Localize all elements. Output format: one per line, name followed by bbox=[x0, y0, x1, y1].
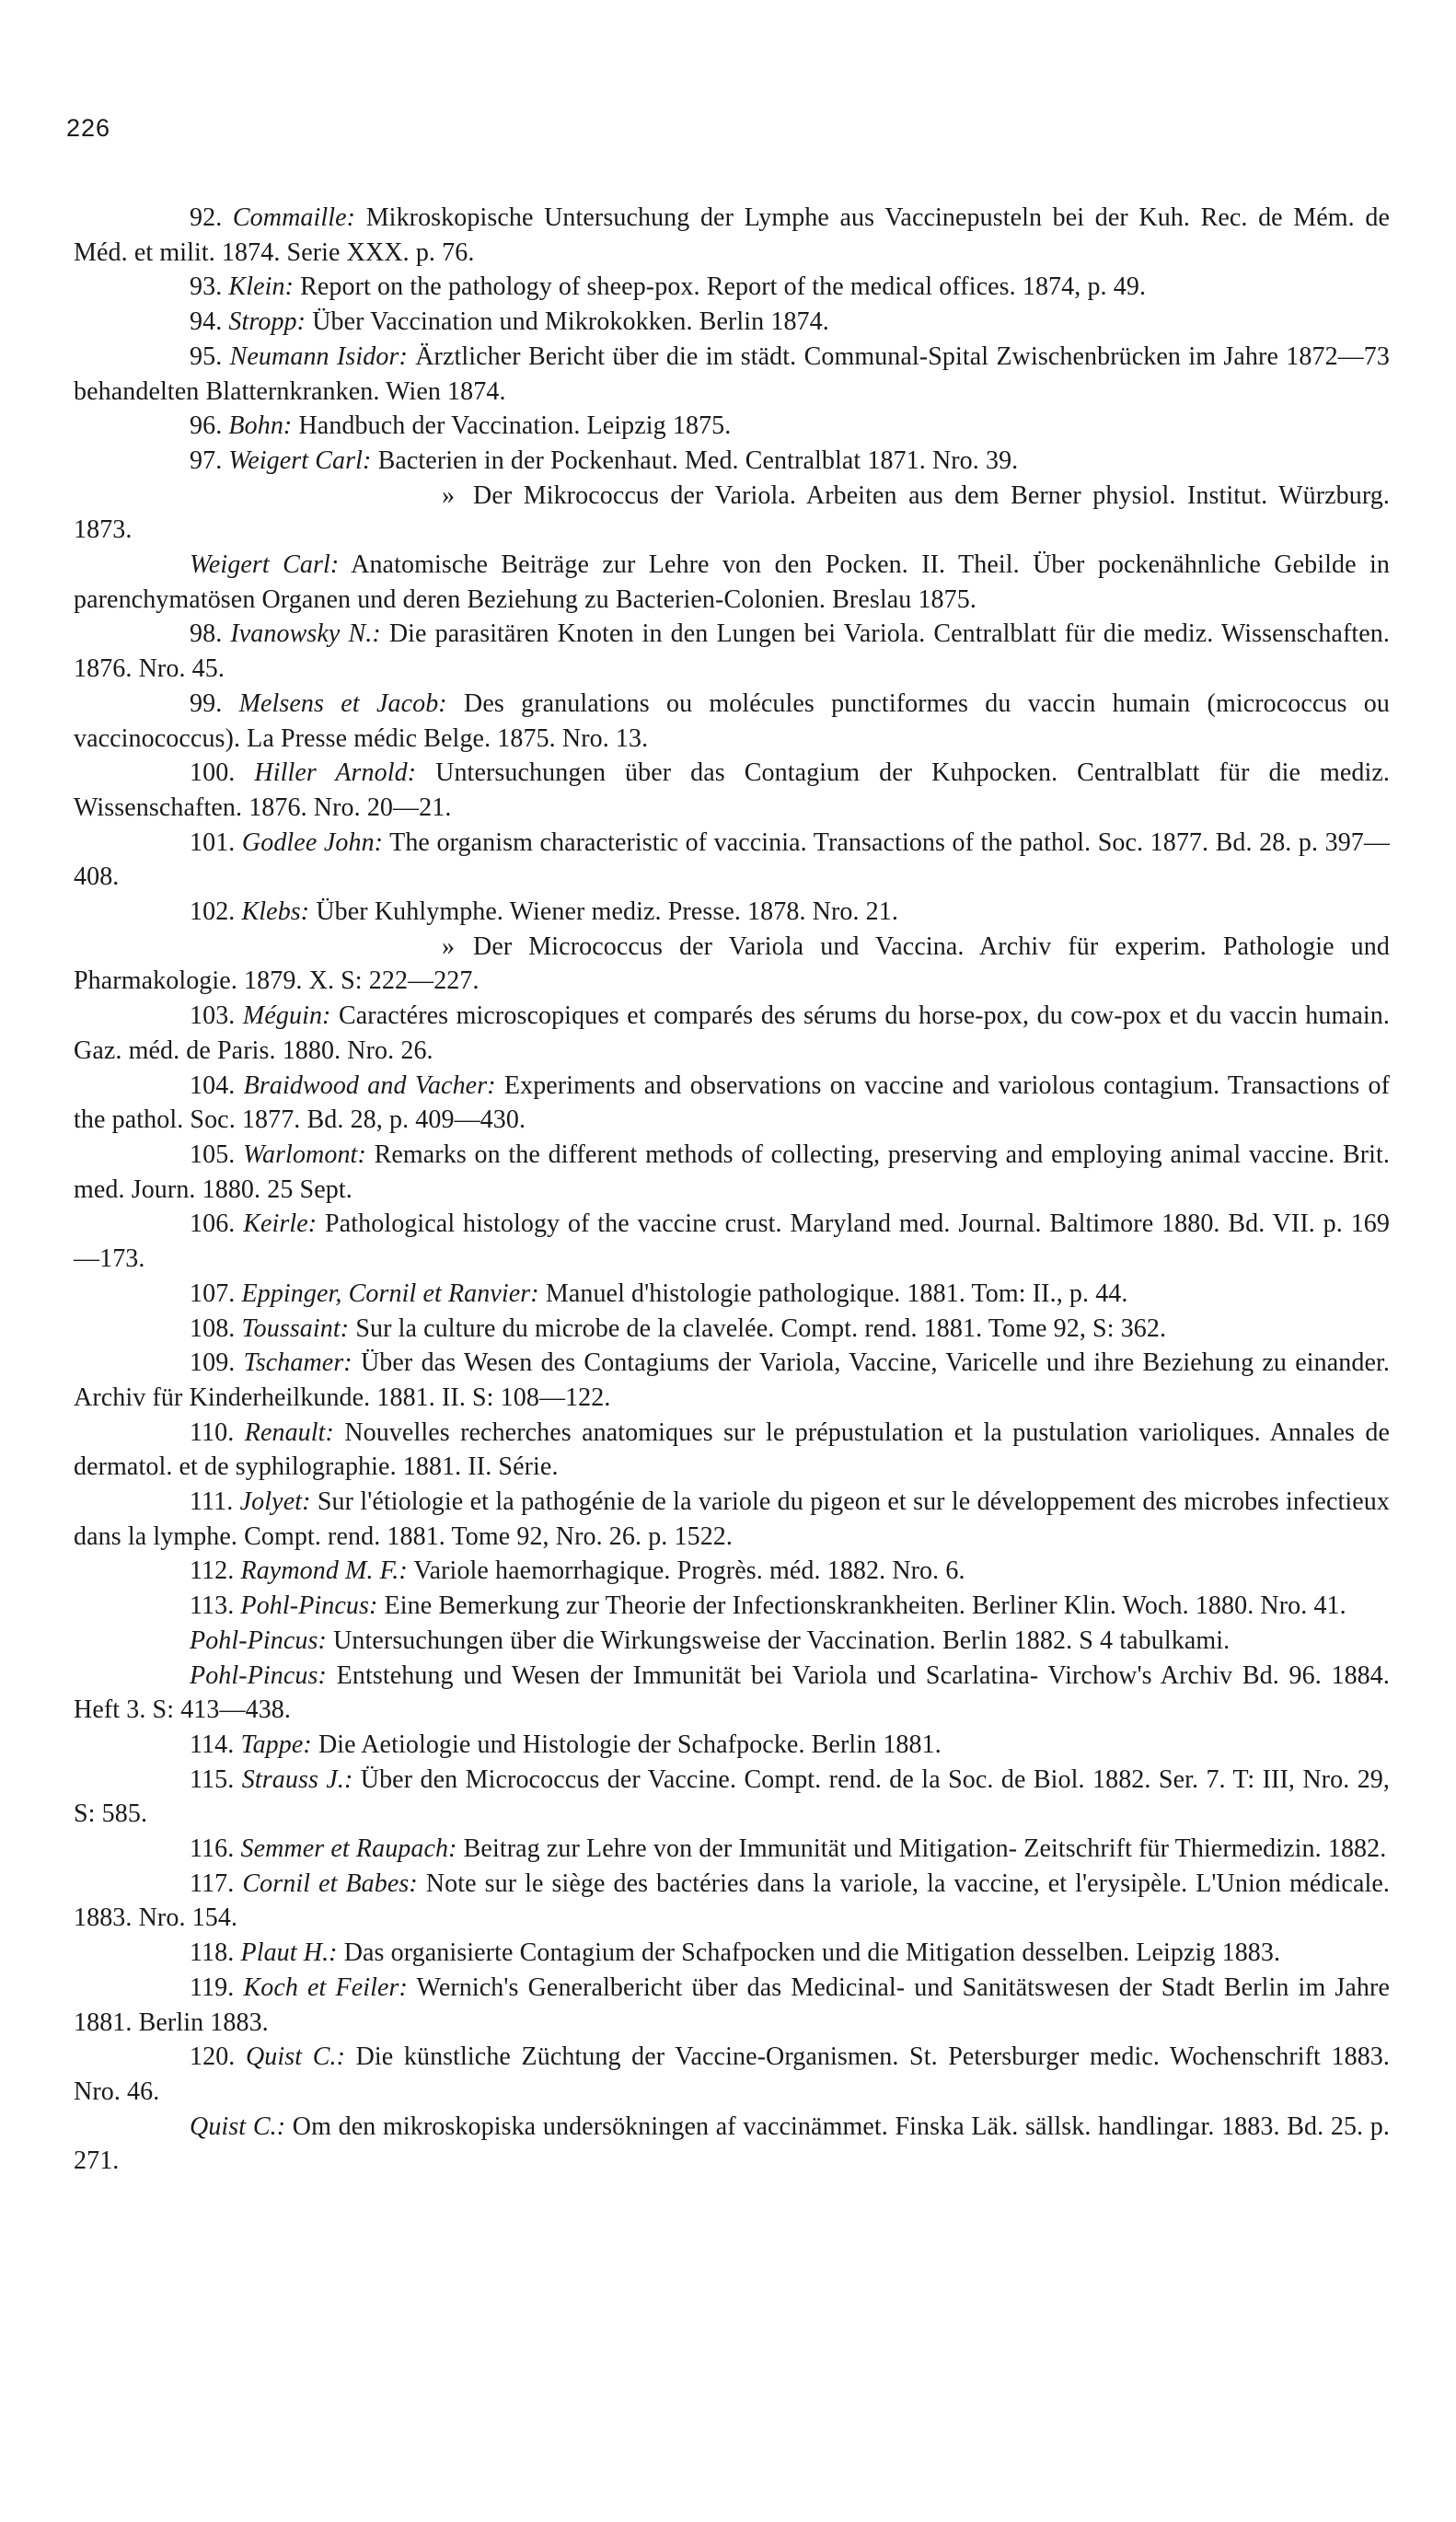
reference-number: 96. bbox=[190, 411, 223, 441]
reference-entry bbox=[74, 1589, 1390, 1624]
reference-text: Experiments and observations on vaccine and variolous contagium. Transactions of the pathol. Soc. 1877. Bd. 28, p. 409—430. bbox=[74, 1070, 1390, 1135]
reference-text: Der Micrococcus der Variola und Vaccina. Archiv für experim. Pathologie und Pharmakologie. 1879. X. S: 222—227. bbox=[74, 931, 1390, 996]
reference-author: Hiller Arnold: bbox=[254, 758, 417, 788]
reference-number: 116. bbox=[190, 1834, 235, 1864]
reference-number: 108. bbox=[190, 1313, 236, 1343]
reference-author: Melsens et Jacob: bbox=[238, 688, 447, 718]
reference-author: Klein: bbox=[228, 272, 295, 302]
reference-text: Sur la culture du microbe de la clavelée. Compt. rend. 1881. Tome 92, S: 362. bbox=[355, 1313, 1167, 1343]
reference-text: Die künstliche Züchtung der Vaccine-Organismen. St. Petersburger medic. Wochenschrift 1883. Nro. 46. bbox=[74, 2042, 1390, 2106]
reference-entry bbox=[74, 1346, 1390, 1415]
reference-entry bbox=[74, 1624, 1390, 1659]
reference-text: Entstehung und Wesen der Immunität bei Variola und Scarlatina- Virchow's Archiv Bd. 96. 1884. Heft 3. S: 413—438. bbox=[74, 1660, 1390, 1725]
reference-text: Des granulations ou molécules punctiformes du vaccin humain (micrococcus ou vaccinococcus). La Presse médic Belge. 1875. Nro. 13. bbox=[74, 688, 1390, 753]
reference-author: Commaille: bbox=[232, 203, 356, 232]
reference-text: Über Kuhlymphe. Wiener mediz. Presse. 1878. Nro. 21. bbox=[316, 897, 898, 927]
reference-number: 114. bbox=[190, 1730, 235, 1759]
reference-number: 119. bbox=[190, 1972, 235, 2002]
reference-author: Semmer et Raupach: bbox=[240, 1834, 457, 1864]
reference-entry bbox=[74, 1554, 1390, 1589]
reference-author: Quist C.: bbox=[190, 2111, 286, 2141]
reference-text: Die parasitären Knoten in den Lungen bei Variola. Centralblatt für die mediz. Wissenschaften. 1876. Nro. 45. bbox=[74, 619, 1390, 684]
reference-author: Tappe: bbox=[240, 1730, 312, 1759]
reference-entry bbox=[74, 409, 1390, 444]
reference-entry bbox=[74, 826, 1390, 895]
reference-author: Godlee John: bbox=[241, 827, 384, 857]
reference-number: 113. bbox=[190, 1591, 235, 1621]
reference-entry: » Der Micrococcus der Variola und Vaccina. Archiv für experim. Pathologie und Pharmakologie. 1879. X. S: 222—227. bbox=[74, 931, 1390, 996]
reference-list bbox=[74, 201, 1390, 2179]
reference-entry bbox=[74, 1763, 1390, 1832]
reference-text: Der Mikrococcus der Variola. Arbeiten aus dem Berner physiol. Institut. Würzburg. 1873. bbox=[74, 480, 1390, 545]
reference-text: Manuel d'histologie pathologique. 1881. Tom: II., p. 44. bbox=[545, 1278, 1128, 1308]
reference-text: Pathological histology of the vaccine crust. Maryland med. Journal. Baltimore 1880. Bd. VII. p. 169—173. bbox=[74, 1209, 1390, 1274]
reference-entry bbox=[74, 756, 1390, 825]
page-number: 226 bbox=[66, 114, 111, 142]
reference-text: Untersuchungen über das Contagium der Kuhpocken. Centralblatt für die mediz. Wissenschaften. 1876. Nro. 20—21. bbox=[74, 758, 1390, 822]
reference-text: Anatomische Beiträge zur Lehre von den Pocken. II. Theil. Über pockenähnliche Gebilde in parenchymatösen Organen und deren Beziehung zu Bacterien-Colonien. Breslau 1875. bbox=[74, 550, 1390, 614]
reference-entry bbox=[74, 895, 1390, 930]
reference-entry bbox=[74, 999, 1390, 1068]
reference-text: Wernich's Generalbericht über das Medicinal- und Sanitätswesen der Stadt Berlin im Jahre 1881. Berlin 1883. bbox=[74, 1972, 1390, 2037]
reference-text: Beitrag zur Lehre von der Immunität und Mitigation- Zeitschrift für Thiermedizin. 1882. bbox=[463, 1834, 1387, 1864]
reference-text: Untersuchungen über die Wirkungsweise der Vaccination. Berlin 1882. S 4 tabulkami. bbox=[333, 1625, 1231, 1655]
reference-text: Bacterien in der Pockenhaut. Med. Centralblat 1871. Nro. 39. bbox=[377, 445, 1019, 475]
reference-number: 103. bbox=[190, 1001, 236, 1031]
reference-author: Tschamer: bbox=[243, 1348, 352, 1378]
reference-text: Om den mikroskopiska undersökningen af vaccinämmet. Finska Läk. sällsk. handlingar. 1883. Bd. 25. p. 271. bbox=[74, 2111, 1391, 2176]
reference-author: Plaut H.: bbox=[240, 1938, 338, 1968]
reference-author: Weigert Carl: bbox=[228, 445, 372, 475]
reference-number: 115. bbox=[190, 1764, 235, 1794]
reference-entry bbox=[74, 270, 1390, 305]
reference-number: 109. bbox=[190, 1348, 236, 1378]
reference-text: Ärztlicher Bericht über die im städt. Communal-Spital Zwischenbrücken im Jahre 1872—73 behandelten Blatternkranken. Wien 1874. bbox=[74, 341, 1390, 406]
reference-author: Ivanowsky N.: bbox=[230, 619, 381, 649]
reference-number: 93. bbox=[190, 272, 223, 302]
reference-number: 98. bbox=[190, 619, 223, 649]
reference-text: Über Vaccination und Mikrokokken. Berlin 1874. bbox=[312, 307, 829, 337]
reference-entry bbox=[74, 340, 1390, 409]
reference-number: 94. bbox=[190, 307, 223, 337]
reference-entry bbox=[74, 1069, 1390, 1138]
reference-entry bbox=[74, 1312, 1390, 1347]
reference-entry bbox=[74, 687, 1390, 756]
reference-author: Keirle: bbox=[243, 1209, 318, 1239]
reference-number: 117. bbox=[190, 1868, 235, 1898]
reference-number: 105. bbox=[190, 1140, 236, 1169]
reference-text: Variole haemorrhagique. Progrès. méd. 1882. Nro. 6. bbox=[413, 1556, 965, 1586]
reference-author: Eppinger, Cornil et Ranvier: bbox=[241, 1278, 539, 1308]
reference-text: Note sur le siège des bactéries dans la variole, la vaccine, et l'erysipèle. L'Union médicale. 1883. Nro. 154. bbox=[74, 1868, 1390, 1933]
reference-text: Die Aetiologie und Histologie der Schafpocke. Berlin 1881. bbox=[318, 1730, 942, 1759]
reference-author: Jolyet: bbox=[239, 1487, 311, 1517]
reference-number: 112. bbox=[190, 1556, 235, 1586]
reference-text: Remarks on the different methods of collecting, preserving and employing animal vaccine. Brit. med. Journ. 1880. 25 Sept. bbox=[74, 1140, 1390, 1204]
reference-author: Cornil et Babes: bbox=[242, 1868, 418, 1898]
reference-number: 111. bbox=[190, 1487, 234, 1517]
reference-entry bbox=[74, 1277, 1390, 1312]
reference-entry bbox=[74, 548, 1390, 617]
reference-author: Braidwood and Vacher: bbox=[243, 1070, 496, 1100]
reference-entry bbox=[74, 1832, 1390, 1867]
reference-author: Toussaint: bbox=[241, 1313, 350, 1343]
reference-number: 92. bbox=[190, 203, 223, 232]
reference-number: 100. bbox=[190, 758, 236, 788]
reference-entry bbox=[74, 1728, 1390, 1763]
reference-entry bbox=[74, 2110, 1390, 2179]
reference-entry bbox=[74, 305, 1390, 340]
reference-entry bbox=[74, 201, 1390, 270]
reference-entry: » Der Mikrococcus der Variola. Arbeiten aus dem Berner physiol. Institut. Würzburg. 1873. bbox=[74, 480, 1390, 545]
reference-entry bbox=[74, 444, 1390, 479]
reference-text: Über das Wesen des Contagiums der Variola, Vaccine, Varicelle und ihre Beziehung zu einander. Archiv für Kinderheilkunde. 1881. II. S: 108—122. bbox=[74, 1348, 1390, 1412]
reference-number: 101. bbox=[190, 827, 236, 857]
reference-text: Handbuch der Vaccination. Leipzig 1875. bbox=[298, 411, 732, 441]
reference-entry bbox=[74, 1936, 1390, 1971]
reference-author: Renault: bbox=[244, 1417, 334, 1447]
reference-text: The organism characteristic of vaccinia. Transactions of the pathol. Soc. 1877. Bd. 28. p. 397—408. bbox=[74, 827, 1390, 892]
reference-author: Koch et Feiler: bbox=[243, 1972, 408, 2002]
reference-number: 118. bbox=[190, 1938, 235, 1968]
reference-text: Report on the pathology of sheep-pox. Report of the medical offices. 1874, p. 49. bbox=[300, 272, 1147, 302]
reference-author: Quist C.: bbox=[245, 2042, 346, 2072]
reference-text: Über den Micrococcus der Vaccine. Compt. rend. de la Soc. de Biol. 1882. Ser. 7. T: III, Nro. 29, S: 585. bbox=[74, 1764, 1390, 1829]
reference-entry bbox=[74, 1138, 1390, 1207]
reference-number: 110. bbox=[190, 1417, 235, 1447]
reference-author: Pohl-Pincus: bbox=[190, 1660, 327, 1690]
reference-author: Warlomont: bbox=[243, 1140, 366, 1169]
reference-text: Eine Bemerkung zur Theorie der Infectionskrankheiten. Berliner Klin. Woch. 1880. Nro. 41. bbox=[384, 1591, 1346, 1621]
reference-text: Nouvelles recherches anatomiques sur le prépustulation et la pustulation varioliques. Annales de dermatol. et de syphilographie. 1881. II. Série. bbox=[74, 1417, 1390, 1482]
reference-entry bbox=[74, 1416, 1390, 1485]
reference-number: 102. bbox=[190, 897, 236, 927]
reference-entry bbox=[74, 1971, 1390, 2040]
reference-number: 95. bbox=[190, 341, 223, 371]
reference-text: Sur l'étiologie et la pathogénie de la variole du pigeon et sur le développement des microbes infectieux dans la lymphe. Compt. rend. 1881. Tome 92, Nro. 26. p. 1522. bbox=[74, 1487, 1390, 1551]
reference-number: 106. bbox=[190, 1209, 236, 1239]
reference-entry bbox=[74, 1867, 1390, 1936]
reference-entry bbox=[74, 1207, 1390, 1276]
reference-text: Das organisierte Contagium der Schafpocken und die Mitigation desselben. Leipzig 1883. bbox=[343, 1938, 1281, 1968]
reference-author: Neumann Isidor: bbox=[229, 341, 408, 371]
reference-author: Méguin: bbox=[242, 1001, 331, 1031]
reference-author: Bohn: bbox=[228, 411, 293, 441]
reference-entry bbox=[74, 2040, 1390, 2109]
reference-number: 107. bbox=[190, 1278, 236, 1308]
reference-author: Klebs: bbox=[241, 897, 310, 927]
reference-text: Caractéres microscopiques et comparés des sérums du horse-pox, du cow-pox et du vaccin humain. Gaz. méd. de Paris. 1880. Nro. 26. bbox=[74, 1001, 1390, 1065]
reference-author: Stropp: bbox=[228, 307, 306, 337]
reference-entry bbox=[74, 1485, 1390, 1554]
reference-number: 99. bbox=[190, 688, 223, 718]
reference-author: Raymond M. F.: bbox=[240, 1556, 408, 1586]
reference-entry bbox=[74, 1659, 1390, 1728]
reference-author: Pohl-Pincus: bbox=[240, 1591, 378, 1621]
reference-author: Weigert Carl: bbox=[190, 550, 340, 580]
reference-number: 97. bbox=[190, 445, 223, 475]
reference-entry bbox=[74, 617, 1390, 686]
reference-number: 120. bbox=[190, 2042, 236, 2072]
reference-text: Mikroskopische Untersuchung der Lymphe aus Vaccinepusteln bei der Kuh. Rec. de Mém. de Méd. et milit. 1874. Serie XXX. p. 76. bbox=[74, 203, 1390, 267]
reference-author: Pohl-Pincus: bbox=[190, 1625, 327, 1655]
reference-author: Strauss J.: bbox=[241, 1764, 353, 1794]
reference-number: 104. bbox=[190, 1070, 236, 1100]
